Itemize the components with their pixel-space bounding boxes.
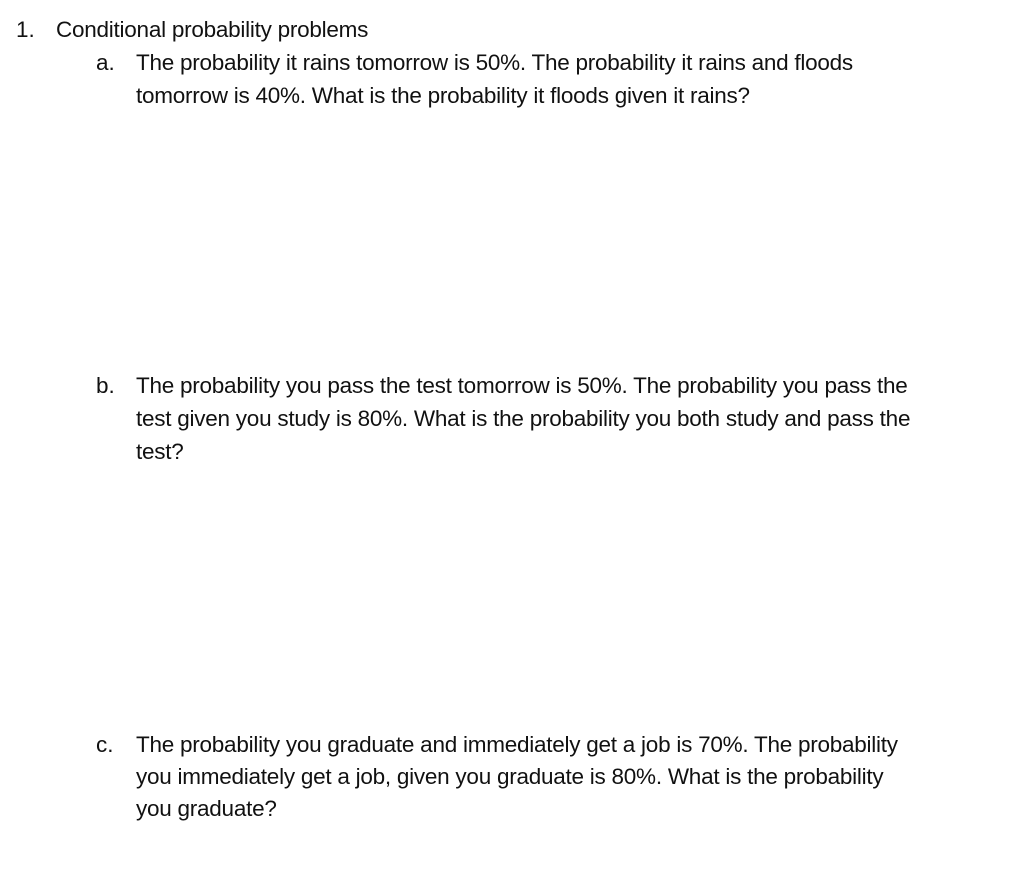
problem-text-line: The probability you pass the test tomorrow is 50%. The probability you pass the (136, 373, 908, 398)
problem-text-line: The probability you graduate and immediately get a job is 70%. The probability (136, 732, 898, 757)
problem-marker: a. (96, 50, 115, 75)
problem-text-line: test? (136, 439, 184, 464)
problem-text-line: tomorrow is 40%. What is the probability it floods given it rains? (136, 83, 750, 108)
problem-text-line: The probability it rains tomorrow is 50%. The probability it rains and floods (136, 50, 853, 75)
problem-text-line: you immediately get a job, given you graduate is 80%. What is the probability (136, 764, 884, 789)
problem-marker: c. (96, 732, 114, 757)
section-title: Conditional probability problems (56, 17, 369, 42)
section-number: 1. (16, 17, 35, 42)
problem-text-line: you graduate? (136, 796, 277, 821)
problem-marker: b. (96, 373, 115, 398)
problem-text-line: test given you study is 80%. What is the probability you both study and pass the (136, 406, 911, 431)
